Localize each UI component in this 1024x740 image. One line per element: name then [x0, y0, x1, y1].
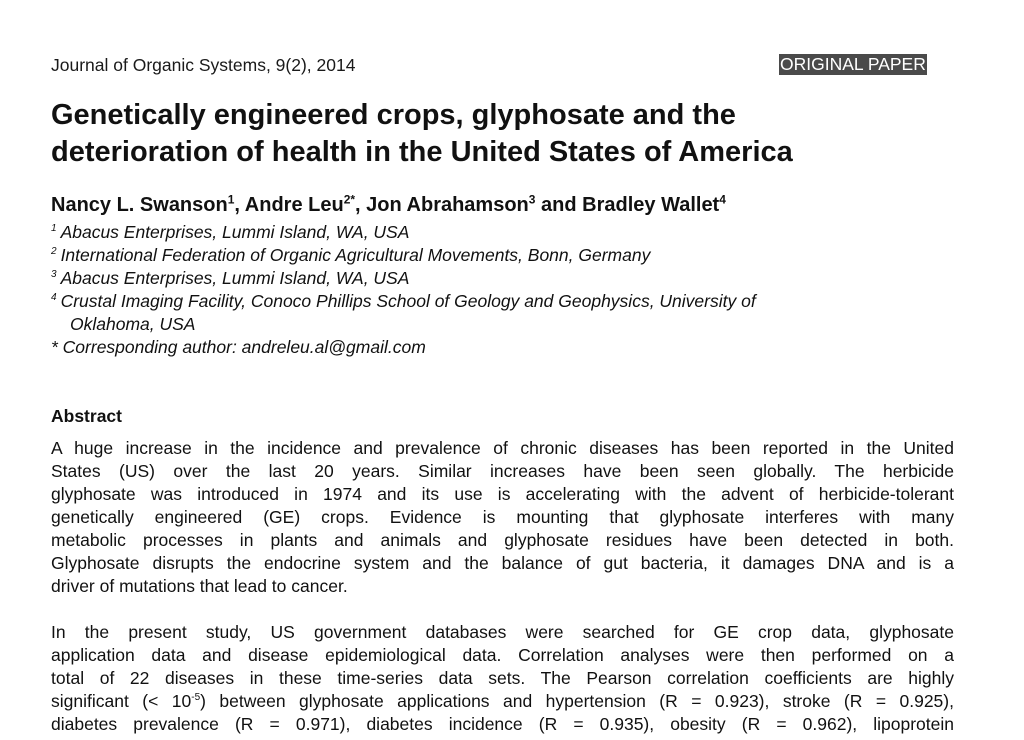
affiliation-continuation: Oklahoma, USA — [70, 314, 196, 334]
affiliation-item: $^1$ Abacus Enterprises, Lummi Island, WA, USA — [51, 222, 410, 242]
author-affil-mark: 1 — [227, 192, 235, 207]
abstract-paragraph — [51, 621, 954, 736]
author-affil-mark: 4 — [719, 192, 726, 207]
affiliation-item: $^3$ Abacus Enterprises, Lummi Island, WA, USA — [51, 268, 410, 288]
title-line: Genetically engineered crops, glyphosate and the — [51, 99, 736, 131]
text-line: In the present study, US government databases were searched for GE crop data, glyphosate — [51, 622, 954, 642]
author-name: Bradley Wallet — [582, 194, 720, 216]
text-line: genetically engineered (GE) crops. Evidence is mounting that glyphosate interferes with many — [51, 507, 954, 527]
author-name: Andre Leu — [244, 194, 344, 216]
abstract-heading: Abstract — [51, 406, 122, 426]
text-line: Glyphosate disrupts the endocrine system and the balance of gut bacteria, it damages DNA and is a — [51, 553, 954, 573]
affiliation-item: $^2$ International Federation of Organic Agricultural Movements, Bonn, Germany — [51, 245, 651, 265]
abstract-paragraph — [51, 437, 954, 598]
author-name: Nancy L. Swanson — [51, 194, 228, 216]
text-line: States (US) over the last 20 years. Similar increases have been seen globally. The herbicide — [51, 461, 954, 481]
original-paper-badge: ORIGINAL PAPER — [780, 54, 926, 74]
author-list: Nancy L. Swanson$^1$, Andre Leu$^{2*}$, Jon Abrahamson$^3$ and Bradley Wallet$^4$ — [51, 192, 726, 216]
text-line: metabolic processes in plants and animals and glyphosate residues have been detected in both. — [51, 530, 954, 550]
journal-citation: Journal of Organic Systems, 9(2), 2014 — [51, 55, 356, 75]
text-line: application data and disease epidemiological data. Correlation analyses were then performed on a — [51, 645, 954, 665]
affiliation-item: $^4$ Crustal Imaging Facility, Conoco Phillips School of Geology and Geophysics, University of — [51, 291, 756, 311]
text-line: total of 22 diseases in these time-series data sets. The Pearson correlation coefficients are highly — [51, 668, 954, 688]
author-affil-mark: 2* — [343, 192, 356, 207]
corresponding-author: * Corresponding author: andreleu.al@gmail.com — [51, 337, 426, 357]
text-line: A huge increase in the incidence and prevalence of chronic diseases has been reported in the United — [51, 438, 954, 458]
affiliation-list — [51, 221, 951, 359]
text-line: driver of mutations that lead to cancer. — [51, 576, 348, 596]
author-affil-mark: 3 — [528, 192, 536, 207]
title-line: deterioration of health in the United States of America — [51, 136, 793, 168]
author-name: Jon Abrahamson — [366, 194, 529, 216]
text-line: glyphosate was introduced in 1974 and its use is accelerating with the advent of herbicide-tolerant — [51, 484, 954, 504]
text-line: diabetes prevalence (R = 0.971), diabetes incidence (R = 0.935), obesity (R = 0.962), lipoprotein — [51, 714, 954, 734]
text-line: significant (< $10^{-5}$) between glyphosate applications and hypertension (R = 0.923), stroke (R = 0.925), — [51, 691, 954, 711]
paper-title — [51, 97, 971, 171]
